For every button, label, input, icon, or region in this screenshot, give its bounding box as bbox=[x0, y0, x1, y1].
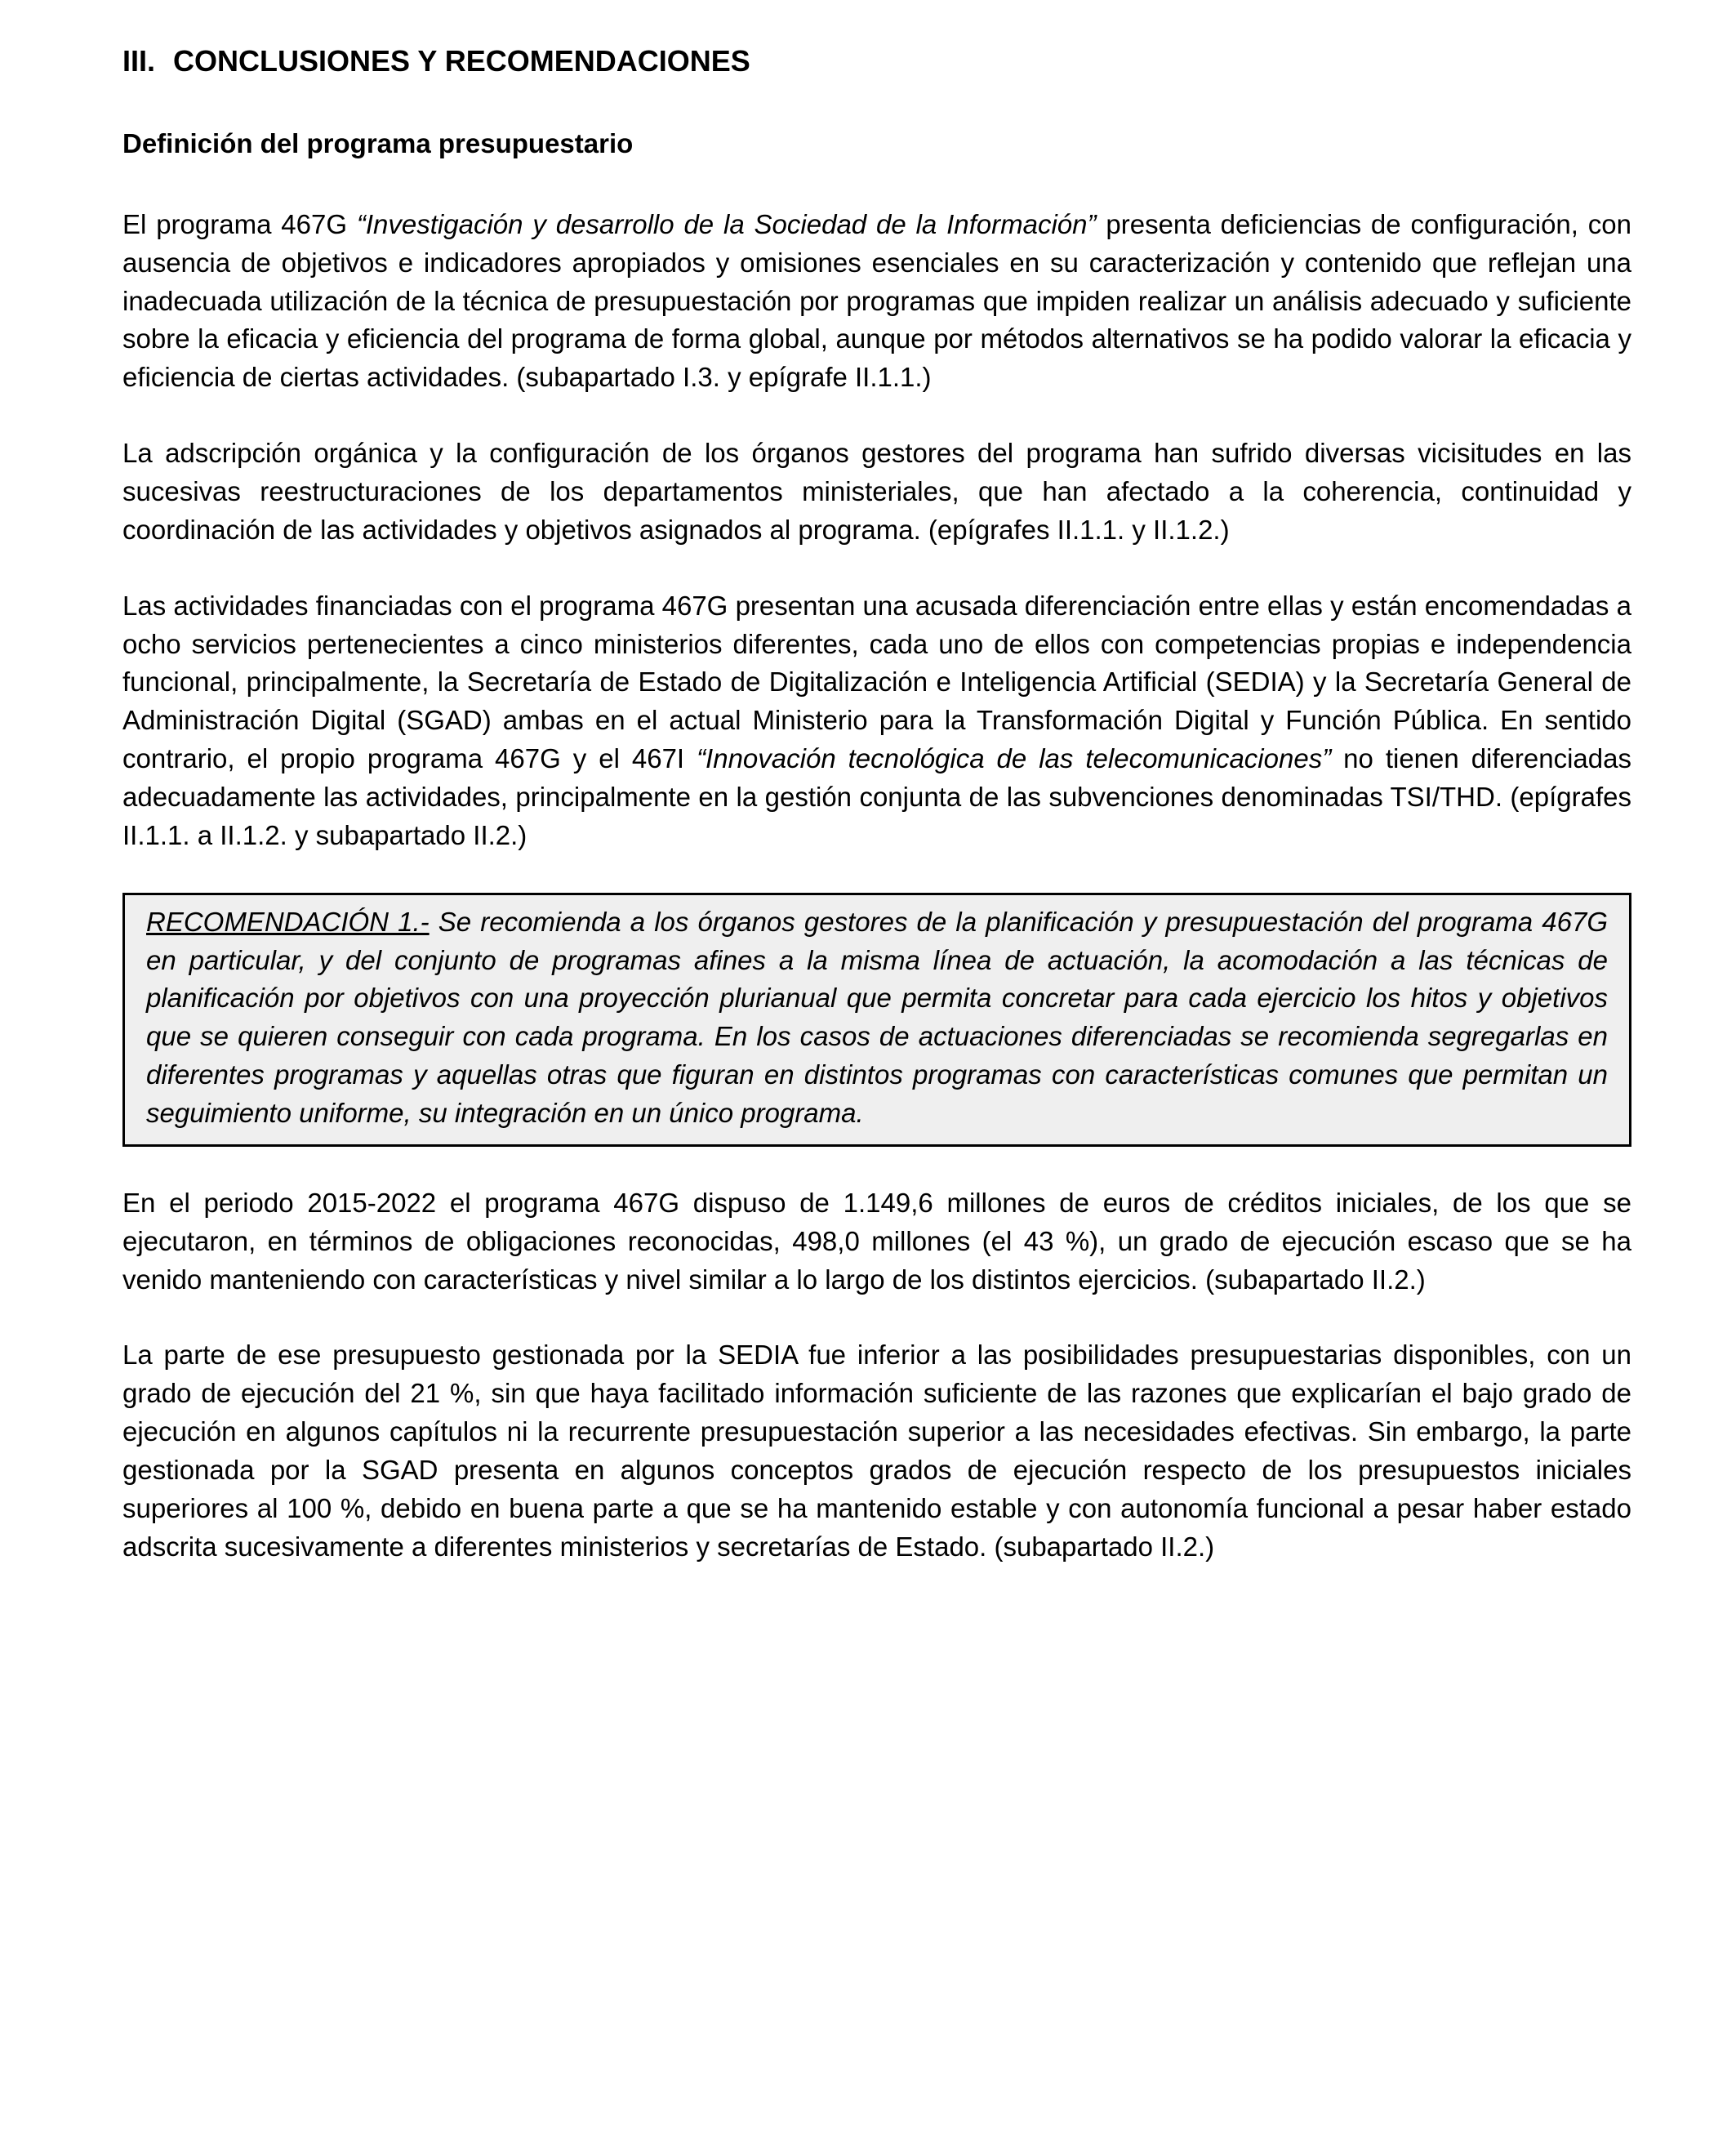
recommendation-box bbox=[122, 893, 1631, 1147]
recommendation-paragraph bbox=[146, 903, 1608, 1133]
paragraph-text: presenta deficiencias de configuración, con ausencia de objetivos e indicadores apropiados y omisiones esenciales en su caracterización y contenido que reflejan una inadecuada utilización de la técnica de presupuestación por programas que impiden realizar un análisis adecuado y suficiente sobre la eficacia y eficiencia del programa de forma global, aunque por métodos alternativos se ha podido valorar la eficacia y eficiencia de ciertas actividades. (subapartado I.3. y epígrafe II.1.1.) bbox=[122, 208, 1632, 393]
section-heading bbox=[122, 42, 1631, 79]
paragraph-financed-activities bbox=[122, 587, 1631, 855]
program-467i-title-quote: “Innovación tecnológica de las telecomunicaciones” bbox=[697, 743, 1332, 774]
section-title: CONCLUSIONES Y RECOMENDACIONES bbox=[173, 44, 750, 78]
paragraph-text: no tienen diferenciadas adecuadamente las actividades, principalmente en la gestión conjunta de las subvenciones denominadas TSI/THD. (epígrafes II.1.1. a II.1.2. y subapartado II.2.) bbox=[122, 743, 1631, 850]
paragraph-text: El programa 467G bbox=[122, 208, 357, 239]
recommendation-label: RECOMENDACIÓN 1.- bbox=[146, 906, 430, 937]
paragraph-budget-execution: En el periodo 2015-2022 el programa 467G dispuso de 1.149,6 millones de euros de créditos iniciales, de los que se ejecutaron, en términos de obligaciones reconocidas, 498,0 millones (el 43 %), un grado de ejecución escaso que se ha venido manteniendo con características y nivel similar a lo largo de los distintos ejercicios. (subapartado II.2.) bbox=[122, 1187, 1631, 1295]
paragraph-sedia-sgad-management: La parte de ese presupuesto gestionada por la SEDIA fue inferior a las posibilidades presupuestarias disponibles, con un grado de ejecución del 21 %, sin que haya facilitado información suficiente de las razones que explicarían el bajo grado de ejecución en algunos capítulos ni la recurrente presupuestación superior a las necesidades efectivas. Sin embargo, la parte gestionada por la SGAD presenta en algunos conceptos grados de ejecución respecto de los presupuestos iniciales superiores al 100 %, debido en buena parte a que se ha mantenido estable y con autonomía funcional a pesar haber estado adscrita sucesivamente a diferentes ministerios y secretarías de Estado. (subapartado II.2.) bbox=[122, 1340, 1631, 1562]
program-467g-title-quote: “Investigación y desarrollo de la Sociedad de la Información” bbox=[356, 208, 1097, 239]
recommendation-text: Se recomienda a los órganos gestores de la planificación y presupuestación del programa 467G en particular, y del conjunto de programas afines a la misma línea de actuación, la acomodación a las técnicas de planificación por objetivos con una proyección plurianual que permita concretar para cada ejercicio los hitos y objetivos que se quieren conseguir con cada programa. En los casos de actuaciones diferenciadas se recomienda segregarlas en diferentes programas y aquellas otras que figuran en distintos programas con características comunes que permitan un seguimiento uniforme, su integración en un único programa. bbox=[146, 906, 1608, 1129]
subsection-title: Definición del programa presupuestario bbox=[122, 128, 634, 158]
section-number: III. bbox=[122, 44, 156, 78]
paragraph-organic-structure: La adscripción orgánica y la configuración de los órganos gestores del programa han sufrido diversas vicisitudes en las sucesivas reestructuraciones de los departamentos ministeriales, que han afectado a la coherencia, continuidad y coordinación de las actividades y objetivos asignados al programa. (epígrafes II.1.1. y II.1.2.) bbox=[122, 438, 1631, 545]
paragraph-text: Las actividades financiadas con el programa 467G presentan una acusada diferenciación entre ellas y están encomendadas a ocho servicios pertenecientes a cinco ministerios diferentes, cada uno de ellos con competencias propias e independencia funcional, principalmente, la Secretaría de Estado de Digitalización e Inteligencia Artificial (SEDIA) y la Secretaría General de Administración Digital (SGAD) ambas en el actual Ministerio para la Transformación Digital y Función Pública. En sentido contrario, el propio programa 467G y el 467I bbox=[122, 590, 1631, 774]
paragraph-program-definition bbox=[122, 206, 1631, 397]
